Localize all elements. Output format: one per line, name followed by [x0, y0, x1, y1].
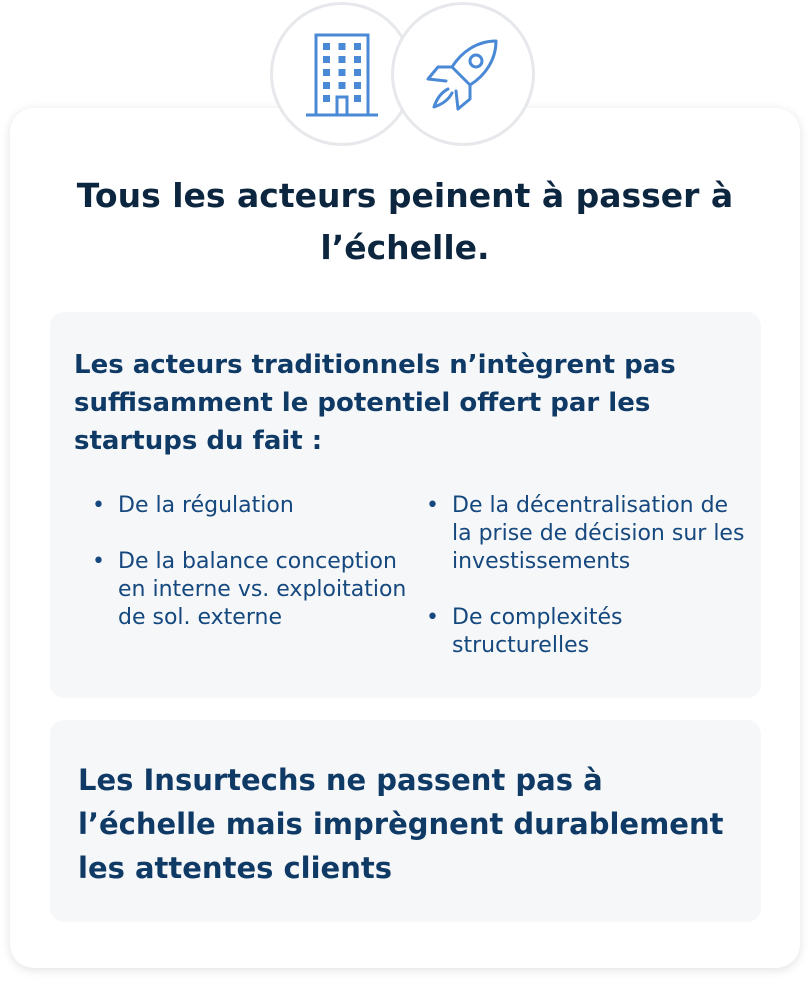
- list-item-text: De complexités structurelles: [452, 605, 623, 658]
- list-item-text: De la balance conception en interne vs. exploitation de sol. externe: [118, 549, 407, 630]
- list-item: [426, 492, 746, 576]
- rocket-icon: [418, 29, 508, 119]
- list-item-text: De la régulation: [118, 493, 294, 518]
- reasons-list-left: [92, 492, 422, 660]
- traditional-actors-heading: Les acteurs traditionnels n’intègrent pas suffisamment le potentiel offert par les startups du fait :: [74, 350, 676, 456]
- insurtechs-panel: [50, 720, 761, 922]
- office-building-icon: [300, 29, 384, 119]
- insurtechs-heading: Les Insurtechs ne passent pas à l’échelle mais imprègnent durablement les attentes clients: [78, 763, 724, 885]
- list-item-text: De la décentralisation de la prise de décision sur les investissements: [452, 493, 745, 574]
- page-title: Tous les acteurs peinent à passer à l’échelle.: [76, 176, 734, 267]
- list-item: [92, 492, 422, 520]
- list-item: [92, 548, 422, 632]
- bullet-icon: •: [426, 493, 439, 518]
- bullet-icon: •: [92, 493, 105, 518]
- list-item: [426, 604, 746, 660]
- bullet-icon: •: [92, 549, 105, 574]
- bullet-icon: •: [426, 605, 439, 630]
- reasons-list-right: [426, 492, 746, 688]
- rocket-icon-badge: [391, 2, 535, 146]
- traditional-actors-panel: [50, 312, 761, 698]
